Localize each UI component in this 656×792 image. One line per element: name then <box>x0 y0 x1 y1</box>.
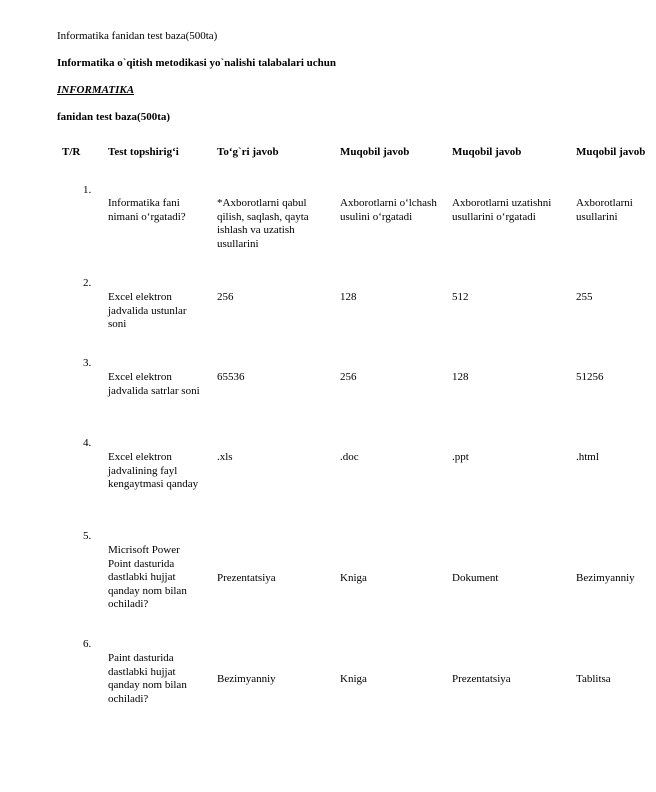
header-question: Test topshirig‘i <box>108 146 179 158</box>
row-correct-answer: Prezentatsiya <box>217 572 276 584</box>
row-correct-answer: Bezimyanniy <box>217 673 276 685</box>
row-alt-answer-3: Axborotlarni usullarini <box>576 197 633 223</box>
doc-subtitle-line: Informatika o`qitish metodikasi yo`nalishi talabalari uchun <box>57 57 337 69</box>
header-alt-1: Muqobil javob <box>340 146 410 158</box>
row-correct-answer: *Axborotlarni qabul qilish, saqlash, qayta ishlash va uzatish usullarini <box>217 197 309 250</box>
row-alt-answer-1: Axborotlarni o‘lchash usulini o‘rgatadi <box>340 197 437 223</box>
doc-title-line: Informatika fanidan test baza(500ta) <box>57 30 218 42</box>
header-alt-2: Muqobil javob <box>452 146 522 158</box>
row-alt-answer-2: 512 <box>452 291 469 303</box>
row-alt-answer-2: 128 <box>452 371 469 383</box>
row-question: Excel elektron jadvalida ustunlar soni <box>108 291 187 331</box>
header-tr: T/R <box>62 146 81 158</box>
doc-heading-test-baza: fanidan test baza(500ta) <box>57 111 171 123</box>
row-alt-answer-2: Prezentatsiya <box>452 673 511 685</box>
row-alt-answer-3: 51256 <box>576 371 604 383</box>
row-correct-answer: 256 <box>217 291 234 303</box>
row-alt-answer-2: Axborotlarni uzatishni usullarini o‘rgatadi <box>452 197 552 223</box>
row-question: Micrisoft Power Point dasturida dastlabki hujjat qanday nom bilan ochiladi? <box>108 544 187 611</box>
row-alt-answer-2: Dokument <box>452 572 499 584</box>
row-alt-answer-3: 255 <box>576 291 593 303</box>
row-alt-answer-3: Tablitsa <box>576 673 611 685</box>
row-question: Paint dasturida dastlabki hujjat qanday nom bilan ochiladi? <box>108 652 187 705</box>
row-number: 6. <box>83 638 92 650</box>
row-alt-answer-1: 128 <box>340 291 357 303</box>
row-question: Excel elektron jadvalida satrlar soni <box>108 371 200 397</box>
header-correct: To‘g`ri javob <box>217 146 279 158</box>
row-correct-answer: 65536 <box>217 371 245 383</box>
row-alt-answer-1: Kniga <box>340 673 367 685</box>
row-number: 1. <box>83 184 92 196</box>
row-alt-answer-2: .ppt <box>452 451 469 463</box>
row-alt-answer-3: .html <box>576 451 599 463</box>
row-question: Informatika fani nimani o‘rgatadi? <box>108 197 186 223</box>
row-alt-answer-3: Bezimyanniy <box>576 572 635 584</box>
row-number: 5. <box>83 530 92 542</box>
row-alt-answer-1: .doc <box>340 451 359 463</box>
row-question: Excel elektron jadvalining fayl kengaytmasi qanday <box>108 451 199 491</box>
row-number: 2. <box>83 277 92 289</box>
row-number: 4. <box>83 437 92 449</box>
row-number: 3. <box>83 357 92 369</box>
doc-heading-informatika: INFORMATIKA <box>57 84 135 96</box>
row-correct-answer: .xls <box>217 451 233 463</box>
row-alt-answer-1: 256 <box>340 371 357 383</box>
row-alt-answer-1: Kniga <box>340 572 367 584</box>
header-alt-3: Muqobil javob <box>576 146 646 158</box>
